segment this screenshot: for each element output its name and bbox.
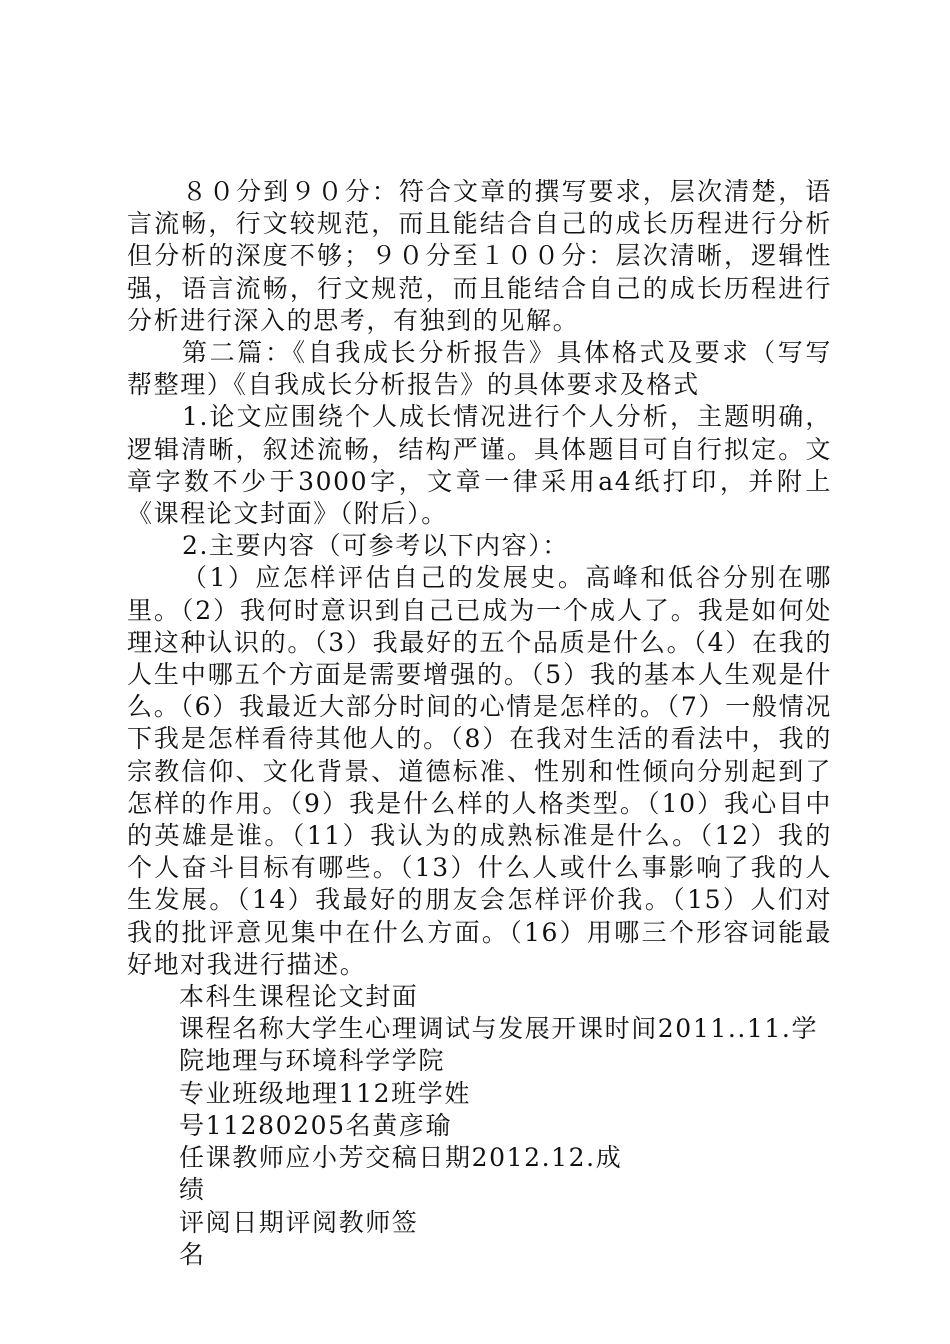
cover-line-signature: 名: [179, 1239, 206, 1269]
cover-section: [127, 981, 832, 1271]
paragraph-second-article-title: 第二篇：《自我成长分析报告》具体格式及要求（写写帮整理）《自我成长分析报告》的具体要求及格式: [127, 338, 832, 400]
cover-title: 本科生课程论文封面: [179, 982, 419, 1012]
paragraph-requirement-1: 1.论文应围绕个人成长情况进行个人分析，主题明确，逻辑清晰，叙述流畅，结构严谨。具体题目可自行拟定。文章字数不少于3000字，文章一律采用a4纸打印，并附上《课程论文封面》（附后）。: [127, 402, 832, 529]
cover-line-course: 课程名称大学生心理调试与发展开课时间2011..11.学: [179, 1014, 819, 1044]
paragraph-content-questions: （1）应怎样评估自己的发展史。高峰和低谷分别在哪里。（2）我何时意识到自己已成为一个成人了。我是如何处理这种认识的。（3）我最好的五个品质是什么。（4）在我的人生中哪五个方面是需要增强的。（5）我的基本人生观是什么。（6）我最近大部分时间的心情是怎样的。（7）一般情况下我是怎样看待其他人的。（8）在我对生活的看法中，我的宗教信仰、文化背景、道德标准、性别和性倾向分别起到了怎样的作用。（9）我是什么样的人格类型。（10）我心目中的英雄是谁。（11）我认为的成熟标准是什么。（12）我的个人奋斗目标有哪些。（13）什么人或什么事影响了我的人生发展。（14）我最好的朋友会怎样评价我。（15）人们对我的批评意见集中在什么方面。（16）用哪三个形容词能最好地对我进行描述。: [127, 563, 832, 979]
paragraph-requirement-2: 2.主要内容（可参考以下内容）：: [182, 531, 569, 561]
paragraph-grading-criteria: ８０分到９０分：符合文章的撰写要求，层次清楚，语言流畅，行文较规范，而且能结合自己的成长历程进行分析但分析的深度不够；９０分至１００分：层次清晰，逻辑性强，语言流畅，行文规范，而且能结合自己的成长历程进行分析进行深入的思考，有独到的见解。: [127, 177, 832, 335]
cover-line-review: 评阅日期评阅教师签: [179, 1207, 419, 1237]
cover-line-student: 号11280205名黄彦瑜: [179, 1110, 453, 1140]
cover-line-college: 院地理与环境科学学院: [179, 1046, 446, 1076]
cover-line-class: 专业班级地理112班学姓: [179, 1078, 471, 1108]
cover-line-grade: 绩: [179, 1175, 206, 1205]
document-body: [127, 176, 832, 1271]
cover-line-teacher: 任课教师应小芳交稿日期2012.12.成: [179, 1143, 623, 1173]
